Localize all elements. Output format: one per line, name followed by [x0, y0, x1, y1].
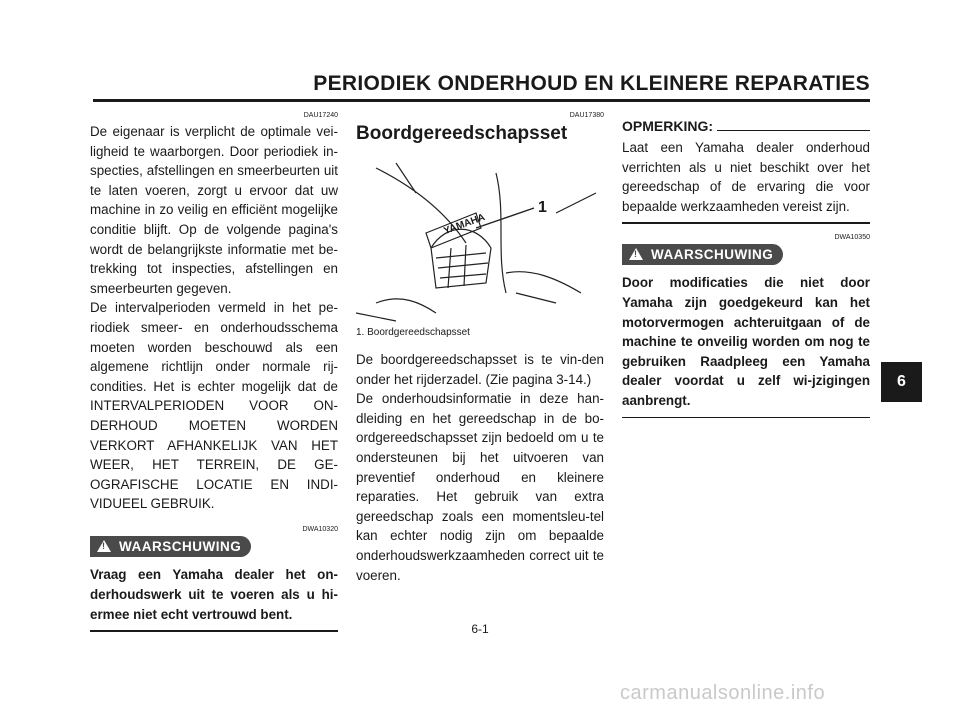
- toolkit-figure: [356, 153, 604, 323]
- warning-triangle-icon: !: [97, 540, 111, 552]
- section-title: Boordgereedschapsset: [356, 123, 568, 144]
- watermark: carmanualsonline.info: [620, 682, 826, 704]
- toolkit-location-paragraph: De boordgereedschapsset is te vin-den onder het rijderzadel. (Zie pagina 3-14.): [356, 352, 604, 387]
- column-3: [622, 112, 870, 418]
- toolkit-illustration: [356, 153, 604, 323]
- column-1: [90, 112, 338, 632]
- note-header: [622, 118, 870, 134]
- warning-triangle-icon: !: [629, 248, 643, 260]
- interval-paragraph: De intervalperioden vermeld in het pe-riodiek smeer- en onderhoudsschema moeten worden beschouwd als een algemene richtlijn onder normale rij-condities. Het is echter mogelijk dat de INTERVALPERIODEN VOOR ON-DERHOUD MOETEN WORDEN VERKORT AFHANKELIJK VAN HET WEER, HET TERREIN, DE GE-OGRAFISCHE LOCATIE EN INDI-VIDUEEL GEBRUIK.: [90, 300, 338, 512]
- note-end-rule: [622, 222, 870, 224]
- toolkit-usage-paragraph: De onderhoudsinformatie in deze han-dleiding en het gereedschap in de bo-ordgereedschapsset zijn bedoeld om u te ondersteunen bij het uitvoeren van preventief onderhoud en kleinere reparaties. Het gebruik van extra gereedschap zoals een momentsleu-tel kan echter nodig zijn om bepaalde onderhoudswerkzaamheden correct uit te voeren.: [356, 391, 604, 583]
- warning-code: DWA10320: [302, 525, 338, 533]
- warning-text: Door modificaties die niet door Yamaha zijn goedgekeurd kan het motorvermogen achteruitgaan of de machine te onveilig worden om nog te gebruiken Raadpleeg een Yamaha dealer voordat u zelf wi-jzigingen aanbrengt.: [622, 275, 870, 408]
- section-code: DAU17240: [303, 112, 338, 119]
- intro-paragraph: De eigenaar is verplicht de optimale vei-ligheid te waarborgen. Door periodiek in-specties, afstellingen en smeerbeurten uit te laten voeren, zorgt u ervoor dat uw machine in zo veilig en efficiënt mogelijke conditie blijft. Op de volgende pagina's wordt de belangrijkste informatie met be-trekking tot inspecties, afstellingen en smeerbeurten gegeven.: [90, 124, 338, 296]
- section-code: DAU17380: [569, 112, 604, 119]
- header-rule: [93, 99, 870, 102]
- column-2: [356, 112, 604, 585]
- yamaha-logo-text: YAMAHA: [442, 211, 487, 238]
- warning-label: WAARSCHUWING: [119, 538, 242, 554]
- note-header-rule: [717, 130, 870, 132]
- warning-label: WAARSCHUWING: [651, 246, 774, 262]
- figure-caption: 1. Boordgereedschapsset: [356, 327, 470, 338]
- note-label: OPMERKING:: [622, 118, 713, 134]
- figure-callout: 1: [538, 199, 547, 216]
- chapter-tab: 6: [881, 362, 922, 402]
- page-number: 6-1: [471, 622, 489, 636]
- page-header-title: PERIODIEK ONDERHOUD EN KLEINERE REPARATIES: [313, 72, 870, 95]
- warning-badge: [622, 244, 783, 265]
- warning-text: Vraag een Yamaha dealer het on-derhoudswerk uit te voeren als u hi-ermee niet echt vertrouwd bent.: [90, 567, 338, 622]
- note-text: Laat een Yamaha dealer onderhoud verrichten als u niet beschikt over het gereedschap of de ervaring die voor bepaalde werkzaamheden vereist zijn.: [622, 140, 870, 214]
- warning-code: DWA10350: [834, 233, 870, 241]
- warning-badge: [90, 536, 251, 557]
- warning-end-rule: [622, 417, 870, 419]
